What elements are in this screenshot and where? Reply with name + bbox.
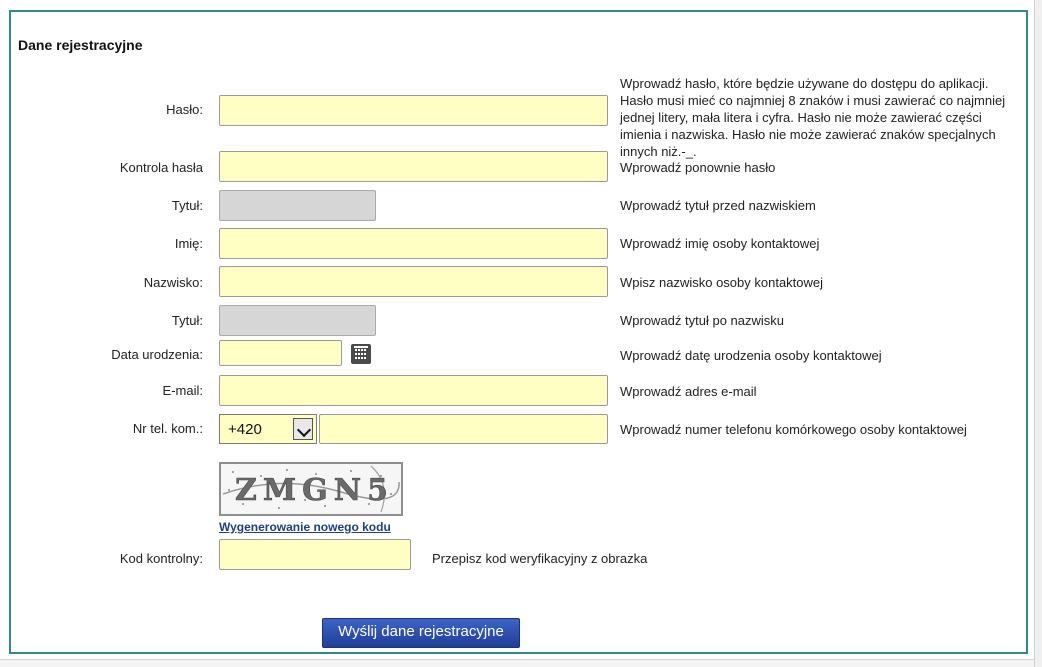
password-check-input[interactable] [219,151,608,182]
phone-prefix-select[interactable] [219,414,317,444]
control-code-hint: Przepisz kod weryfikacyjny z obrazka [432,551,648,566]
password-check-label: Kontrola hasła [119,160,203,175]
password-label: Hasło: [166,102,203,117]
birth-date-input[interactable] [219,340,342,366]
password-hint: Wprowadź hasło, które będzie używane do dostępu do aplikacji. Hasło musi mieć co najmniej 8 znaków i musi zawierać co najmniej jednej litery, mała litera i cyfra. Hasło nie może zawierać części imienia i nazwiska. Hasło nie może zawierać znaków specjalnych innych niż.-_. [620,76,1006,159]
last-name-input[interactable] [219,266,608,297]
control-code-label: Kod kontrolny: [119,551,203,566]
password-input[interactable] [219,95,608,126]
phone-hint: Wprowadź numer telefonu komórkowego osoby kontaktowej [620,422,967,437]
first-name-input[interactable] [219,228,608,259]
title-before-select[interactable] [219,190,376,221]
captcha-image [219,462,403,516]
captcha-text: ZMGN5 [235,473,395,508]
last-name-hint: Wpisz nazwisko osoby kontaktowej [620,275,824,290]
submit-registration-button[interactable]: Wyślij dane rejestracyjne [322,618,520,648]
title-before-label: Tytuł: [171,198,203,213]
calendar-icon[interactable] [351,344,371,364]
first-name-hint: Wprowadź imię osoby kontaktowej [620,236,820,251]
last-name-label: Nazwisko: [143,275,203,290]
section-title: Dane rejestracyjne [18,37,143,53]
phone-prefix-value: +420 [228,421,262,438]
window-edge [1034,0,1042,667]
birth-date-label: Data urodzenia: [111,347,203,362]
title-after-label: Tytuł: [171,313,203,328]
first-name-label: Imię: [174,236,203,251]
title-before-hint: Wprowadź tytuł przed nazwiskiem [620,198,816,213]
title-after-hint: Wprowadź tytuł po nazwisku [620,313,785,328]
email-label: E-mail: [162,383,203,398]
phone-number-input[interactable] [319,414,608,444]
password-check-hint: Wprowadź ponownie hasło [620,160,776,175]
title-after-select[interactable] [219,305,376,336]
regenerate-code-link[interactable]: Wygenerowanie nowego kodu [219,520,391,534]
chevron-down-icon[interactable] [293,418,313,440]
captcha-graphic [221,464,401,514]
window-bottom-edge [0,659,1034,667]
birth-date-hint: Wprowadź datę urodzenia osoby kontaktowej [620,348,882,363]
email-input[interactable] [219,375,608,406]
control-code-input[interactable] [219,539,411,570]
phone-label: Nr tel. kom.: [132,421,203,436]
email-hint: Wprowadź adres e-mail [620,384,757,399]
